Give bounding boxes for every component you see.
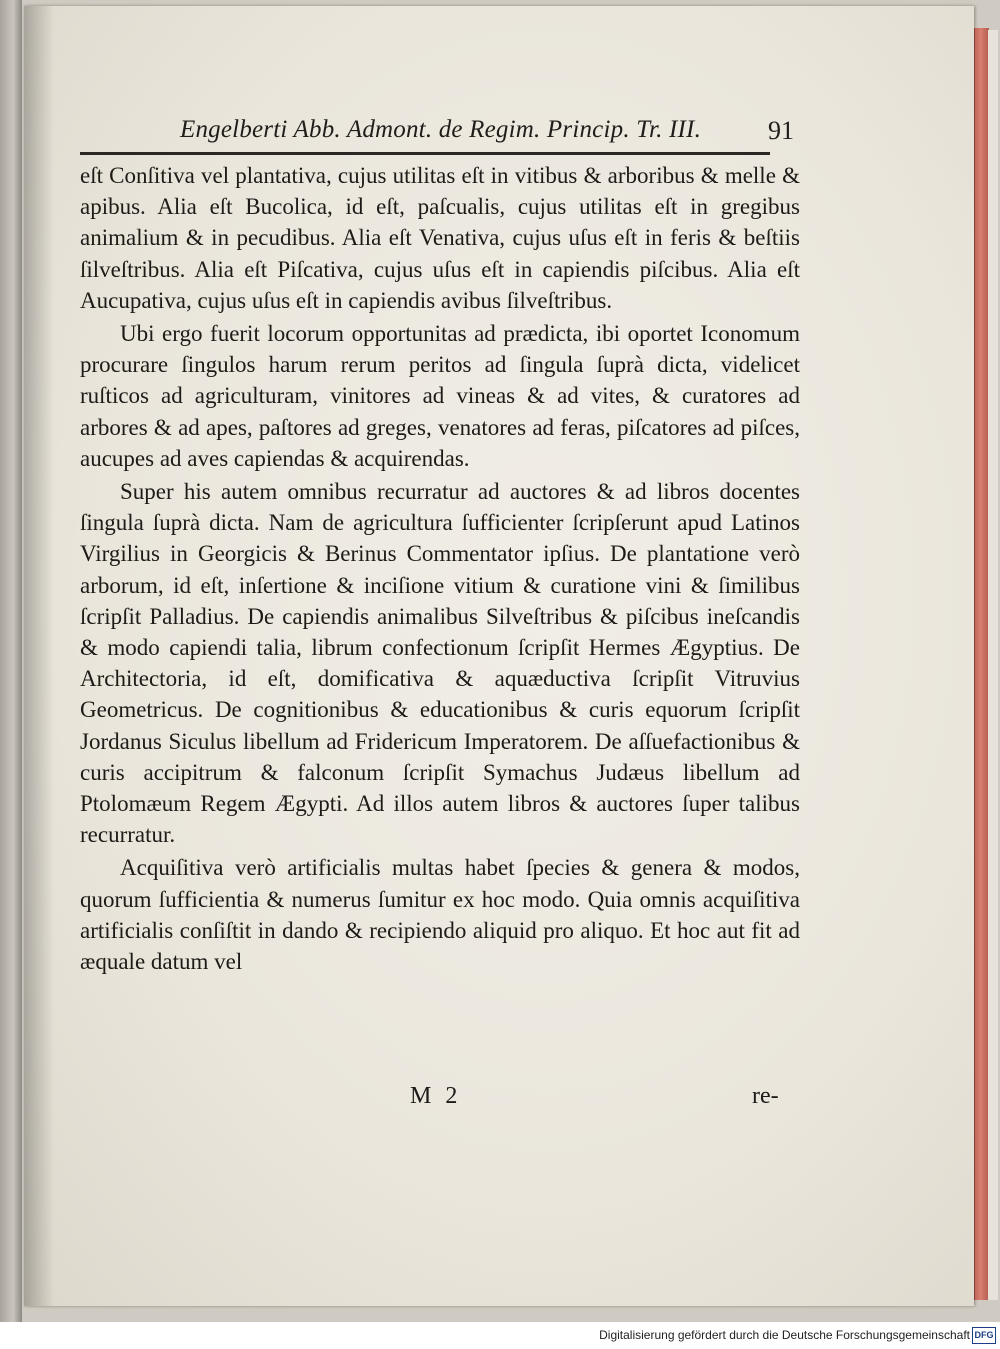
catchword: re- — [752, 1083, 779, 1109]
page-number: 91 — [768, 116, 794, 145]
digitization-footer — [0, 1322, 1000, 1349]
spine-shadow — [24, 6, 54, 1306]
page-header — [80, 108, 800, 154]
paragraph: Acquiſitiva verò artificialis multas habet ſpecies & genera & modos, quorum ſufficientia & numerus ſumitur ex hoc modo. Quia omnis acquiſitiva artificialis conſiſtit in dando & recipiendo aliquid pro aliquo. Et hoc aut fit ad æquale datum vel — [80, 855, 800, 975]
page-block-edge — [988, 30, 998, 1300]
header-rule — [80, 152, 770, 155]
paragraph: Super his autem omnibus recurratur ad auctores & ad libros docentes ſingula ſuprà dicta. Nam de agricultura ſufficienter ſcripſerunt apud Latinos Virgilius in Georgicis & Berinus Commentator ipſius. De plantatione verò arborum, id eſt, inſertione & inciſione vitium & curatione vini & ſimilibus ſcripſit Palladius. De capiendis animalibus Silveſtribus & piſcibus ineſcandis & modo capiendi talia, librum confectionum ſcripſit Hermes Ægyptius. De Architectoria, id eſt, domificativa & aquæductiva ſcripſit Vitruvius Geometricus. De cognitionibus & educationibus & curis equorum ſcripſit Jordanus Siculus libellum ad Fridericum Imperatorem. De aſſuefactionibus & curis accipitrum & falconum ſcripſit Symachus Judæus libellum ad Ptolomæum Regem Ægypti. Ad illos autem libros & auctores ſuper talibus recurratur. — [80, 479, 800, 848]
body-text — [80, 160, 800, 977]
paragraph: eſt Conſitiva vel plantativa, cujus utilitas eſt in vitibus & arboribus & melle & apibus. Alia eſt Bucolica, id eſt, paſcualis, cujus utilitas eſt in gregibus animalium & in pecudibus. Alia eſt Venativa, cujus uſus eſt in feris & beſtiis ſilveſtribus. Alia eſt Piſcativa, cujus uſus eſt in capiendis piſcibus. Alia eſt Aucupativa, cujus uſus eſt in capiendis avibus ſilveſtribus. — [80, 163, 800, 313]
running-title: Engelberti Abb. Admont. de Regim. Princip. Tr. III. — [180, 116, 702, 143]
red-page-edge — [974, 28, 989, 1300]
paragraph: Ubi ergo fuerit locorum opportunitas ad prædicta, ibi oportet Iconomum procurare ſingulos harum rerum peritos ad ſingula ſuprà dicta, videlicet ruſticos ad agriculturam, vinitores ad vineas & ad vites, & curatores ad arbores & ad apes, paſtores ad greges, venatores ad feras, piſcatores ad piſces, aucupes ad aves capiendas & acquirendas. — [80, 321, 800, 471]
signature-mark: M 2 — [410, 1083, 462, 1109]
dfg-logo: DFG — [972, 1327, 996, 1344]
previous-page-edge — [0, 0, 22, 1322]
funding-credit: Digitalisierung gefördert durch die Deutsche Forschungsgemeinschaft — [599, 1328, 970, 1342]
